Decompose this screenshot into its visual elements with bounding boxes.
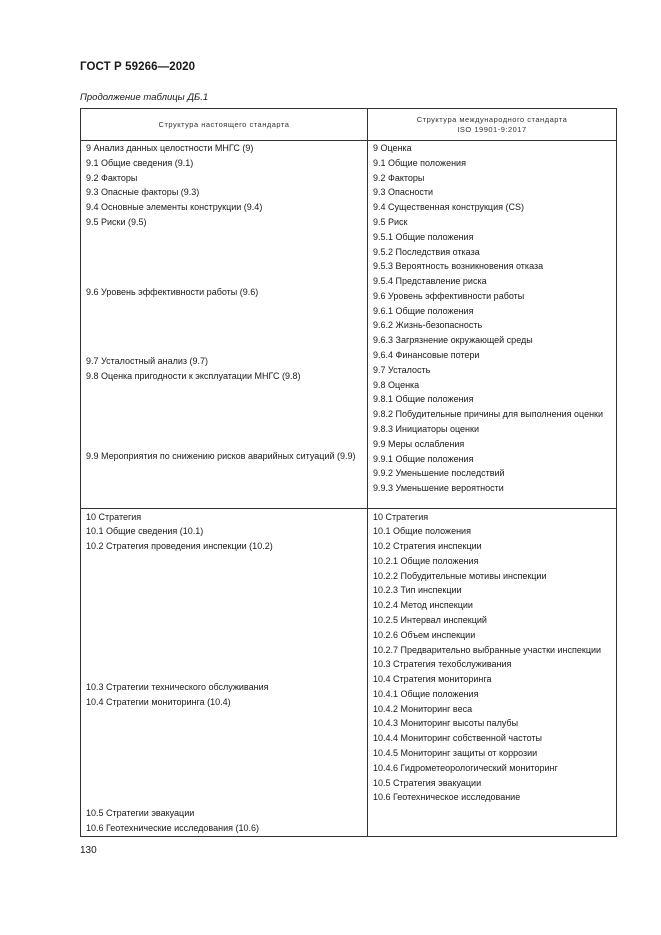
left-item: 9.4 Основные элементы конструкции (9.4) [86,202,263,213]
right-item: 9.8.2 Побудительные причины для выполнения оценки [373,409,604,420]
left-item: 9 Анализ данных целостности МНГС (9) [86,143,254,154]
right-item: 9.6.2 Жизнь-безопасность [373,320,483,331]
right-item: 9.4 Существенная конструкция (CS) [373,202,524,213]
header-international-title: Структура международного стандарта [416,114,568,124]
structure-comparison-table [80,108,617,837]
right-item: 9.5.1 Общие положения [373,231,474,242]
right-item: 10.4.3 Мониторинг высоты палубы [373,718,519,729]
left-item: 9.9 Мероприятия по снижению рисков аварийных ситуаций (9.9) [86,451,356,462]
header-international-code: ISO 19901-9:2017 [457,124,527,134]
left-item: 10.1 Общие сведения (10.1) [86,526,204,537]
right-item: 10.2.2 Побудительные мотивы инспекции [373,570,547,581]
right-item: 9.7 Усталость [373,364,431,375]
left-item: 9.2 Факторы [86,172,138,183]
right-item: 9.8.1 Общие положения [373,394,474,405]
right-item: 10.2.5 Интервал инспекций [373,615,487,625]
right-item: 9.1 Общие положения [373,157,466,168]
right-item: 10 Стратегия [373,511,429,522]
left-item: 9.3 Опасные факторы (9.3) [86,187,200,198]
left-item: 10.2 Стратегия проведения инспекции (10.2) [86,541,273,552]
right-item: 9.9 Меры ослабления [373,438,465,449]
left-item: 10.4 Стратегии мониторинга (10.4) [86,697,231,708]
right-item: 9.8 Оценка [373,379,420,390]
right-item: 10.2.1 Общие положения [373,555,479,566]
right-item: 9.8.3 Инициаторы оценки [373,423,479,434]
table-section-10 [81,509,617,836]
right-item: 9.5.4 Представление риска [373,276,487,287]
section-9-current [81,141,368,509]
right-item: 10.4.2 Мониторинг веса [373,703,473,714]
right-item: 9.6.1 Общие положения [373,305,474,316]
right-item: 10.2 Стратегия инспекции [373,541,482,552]
right-item: 10.4.5 Мониторинг защиты от коррозии [373,748,538,759]
right-item: 10.4.1 Общие положения [373,688,479,699]
table-continuation-label: Продолжение таблицы ДБ.1 [80,92,209,103]
right-item: 10.3 Стратегия техобслуживания [373,659,512,670]
right-item: 10.2.6 Объем инспекции [373,629,476,640]
header-international-standard [368,109,617,141]
header-current-standard: Структура настоящего стандарта [81,109,368,141]
right-item: 9.9.2 Уменьшение последствий [373,468,505,479]
right-item: 9.9.1 Общие положения [373,453,474,464]
right-item: 10.4 Стратегия мониторинга [373,674,492,685]
right-item: 9.6 Уровень эффективности работы [373,290,525,301]
right-item: 10.2.4 Метод инспекции [373,600,473,611]
right-item: 10.2.7 Предварительно выбранные участки инспекции [373,644,602,655]
right-item: 10.2.3 Тип инспекции [373,585,462,596]
left-item: 9.6 Уровень эффективности работы (9.6) [86,286,259,297]
right-item: 10.4.6 Гидрометеорологический мониторинг [373,762,558,773]
left-item: 9.8 Оценка пригодности к эксплуатации МНГС (9.8) [86,371,301,382]
right-item: 9.5.3 Вероятность возникновения отказа [373,261,544,272]
left-item: 9.1 Общие сведения (9.1) [86,157,194,168]
right-item: 10.1 Общие положения [373,526,471,537]
section-10-international [368,509,617,836]
right-item: 9.6.3 Загрязнение окружающей среды [373,335,533,346]
right-item: 9.5.2 Последствия отказа [373,246,480,257]
section-10-current [81,509,368,836]
right-item: 10.5 Стратегия эвакуации [373,777,482,788]
right-item: 9.6.4 Финансовые потери [373,350,480,361]
left-item: 9.7 Усталостный анализ (9.7) [86,356,208,367]
left-item: 10.5 Стратегии эвакуации [86,808,195,819]
left-item: 10 Стратегия [86,511,142,522]
page-number: 130 [80,845,97,856]
section-9-international [368,141,617,509]
table-header-row [81,109,617,141]
right-item: 9.2 Факторы [373,172,425,183]
right-item: 10.6 Геотехническое исследование [373,792,521,803]
document-code: ГОСТ Р 59266—2020 [80,61,196,73]
left-item: 10.6 Геотехнические исследования (10.6) [86,823,260,834]
right-item: 9.5 Риск [373,217,408,227]
right-item: 10.4.4 Мониторинг собственной частоты [373,733,542,744]
right-item: 9 Оценка [373,143,412,154]
right-item: 9.9.3 Уменьшение вероятности [373,483,504,494]
left-item: 10.3 Стратегии технического обслуживания [86,682,269,693]
left-item: 9.5 Риски (9.5) [86,217,147,227]
table-section-9 [81,141,617,509]
right-item: 9.3 Опасности [373,187,434,198]
